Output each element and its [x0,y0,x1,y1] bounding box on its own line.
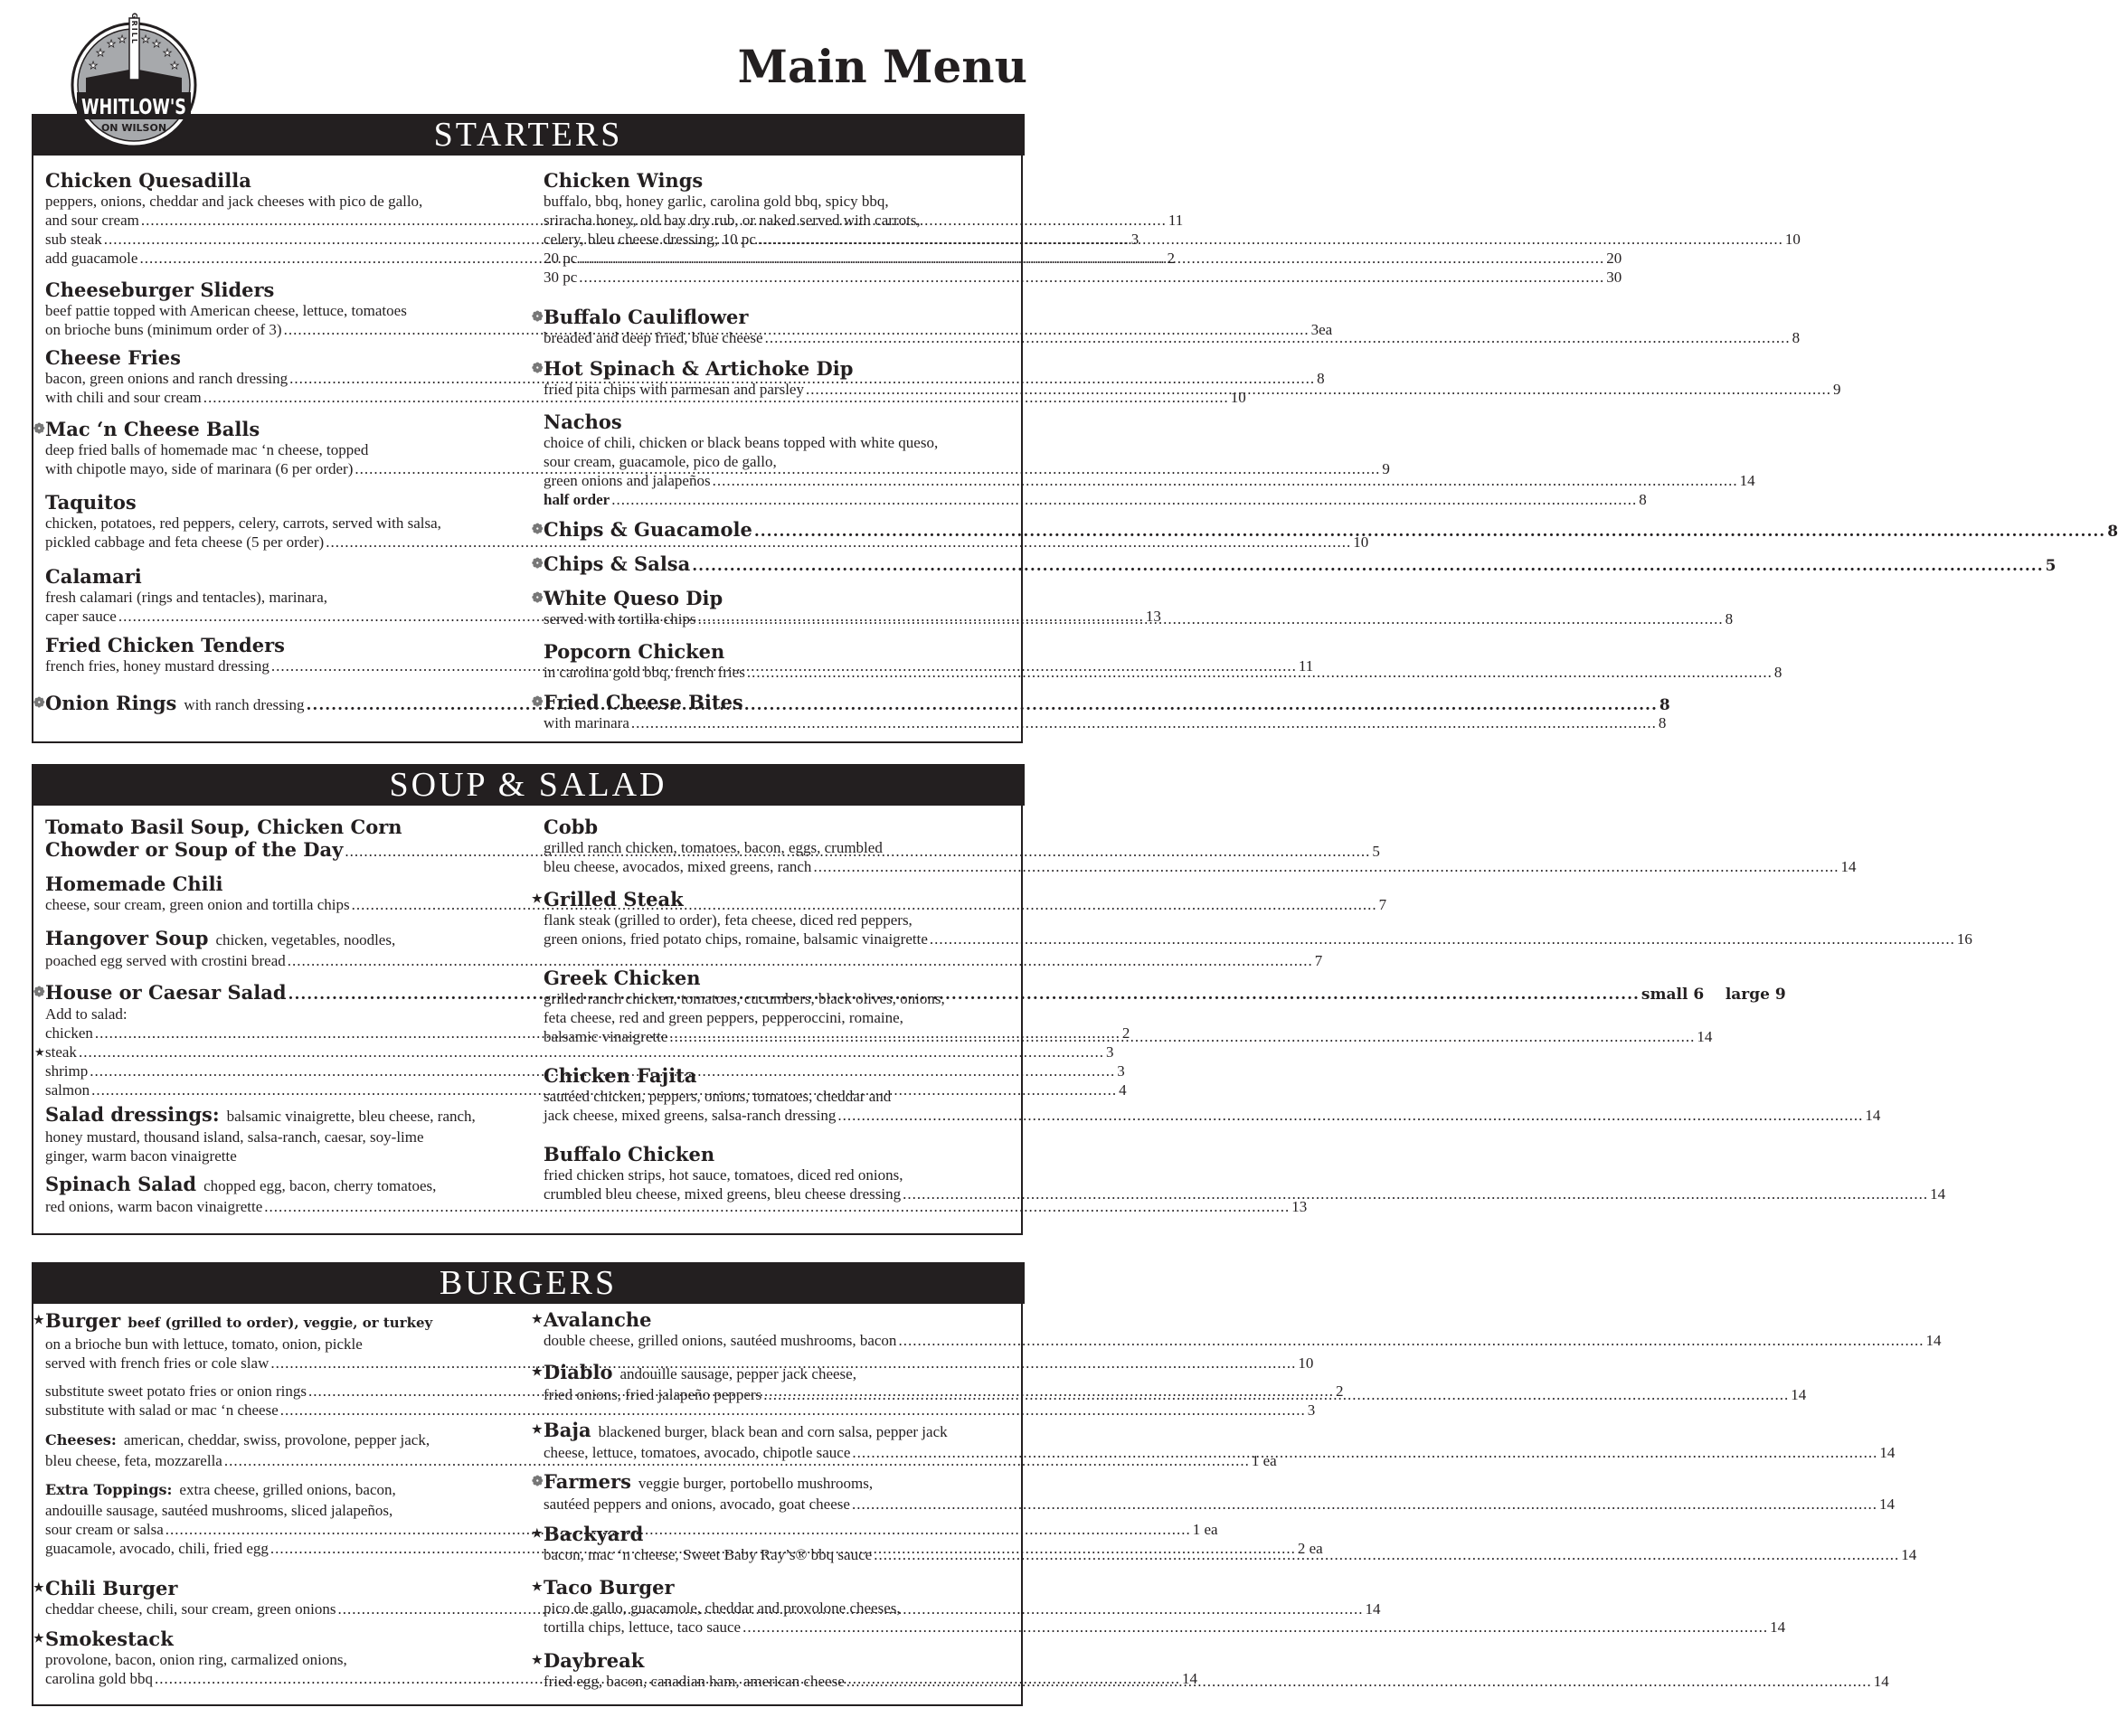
item-price: 8 [2107,523,2118,541]
item-price: 1 ea [1192,1521,1218,1538]
whitlows-logo [66,13,202,148]
item-line [544,1385,1807,1404]
item-line [45,1146,511,1165]
item-price: 16 [1956,930,1972,948]
item-price: 14 [1697,1028,1713,1045]
item-line [544,1618,1786,1637]
item-desc: fried chicken strips, hot sauce, tomatoes, diced red onions, [544,1166,903,1184]
item-desc: pico de gallo, guacamole, cheddar and provolone cheeses, [544,1599,901,1617]
item-desc: cheddar cheese, chili, sour cream, green onions [45,1600,336,1618]
item-price: 13 [1145,608,1161,625]
item-desc: fresh calamari (rings and tentacles), marinara, [45,589,327,606]
item-line [544,433,1009,452]
item-line [45,301,511,320]
item-price: 14 [1840,858,1857,875]
item-price: 8 [1725,610,1734,627]
dot-leader [930,929,1955,948]
item-name: Cobb [544,816,599,838]
item-price: 14 [1770,1618,1786,1636]
item-desc: bleu cheese, feta, mozzarella [45,1452,222,1469]
star-icon: ★ [33,1632,44,1646]
dot-leader [852,1495,1877,1514]
item-price: 8 [1659,696,1670,714]
flower-icon: ❁ [532,360,544,376]
item-desc: sour cream, guacamole, pico de gallo, [544,453,777,470]
item-name: Popcorn Chicken [544,640,725,663]
item-desc: 20 pc [544,250,578,267]
item-name: Mac ‘n Cheese Balls [45,418,260,440]
menu-item [532,1576,1786,1637]
item-price: 11 [1298,657,1314,675]
dot-leader [758,230,1783,249]
menu-item [544,967,1713,1046]
star-icon: ★ [532,1313,543,1326]
item-price: 14 [1925,1332,1942,1349]
item-inline-desc: beef (grilled to order), veggie, or turkey [128,1315,433,1331]
item-line [544,268,1622,287]
svg-text:★: ★ [152,39,161,50]
item-name: Chips & Salsa [544,552,691,575]
item-line [45,1335,511,1354]
flower-icon: ❁ [532,555,544,571]
item-inline-desc: blackened burger, black bean and corn salsa, pepper jack [598,1423,948,1440]
item-price: 11 [1168,212,1184,229]
item-desc: buffalo, bbq, honey garlic, carolina gold bbq, spicy bbq, [544,193,889,210]
item-price: 14 [1879,1444,1896,1461]
dot-leader [837,1106,1863,1125]
item-inline-desc: andouille sausage, pepper jack cheese, [619,1365,856,1382]
item-line [544,857,1857,876]
item-inline-desc: with ranch dressing [184,696,305,713]
item-line [544,1008,1009,1027]
item-desc: salmon [45,1081,90,1099]
item-name: Tomato Basil Soup, Chicken Corn [45,816,402,838]
flower-icon: ❁ [33,694,45,711]
item-line [544,713,1667,732]
dot-leader [852,1443,1877,1462]
section-header: SOUP & SALAD [32,764,1025,806]
item-desc: green onions, fried potato chips, romaine, balsamic vinaigrette [544,930,928,948]
item-desc: shrimp [45,1062,89,1080]
item-price: 3 [1307,1401,1316,1419]
star-icon: ★ [33,1314,44,1327]
item-desc: grilled ranch chicken, tomatoes, cucumbers, black olives, onions, [544,990,945,1007]
item-name-cont: Chowder or Soup of the Day [45,838,344,861]
item-inline-desc: american, cheddar, swiss, provolone, pepper jack, [123,1431,430,1448]
item-line [544,1331,1942,1350]
item-price: 14 [1365,1600,1381,1618]
svg-text:★: ★ [141,34,150,45]
item-desc: chicken, potatoes, red peppers, celery, carrots, served with salsa, [45,514,441,532]
item-price: 2 [1335,1382,1344,1400]
item-name: Hot Spinach & Artichoke Dip [544,357,854,380]
item-price: 14 [1739,472,1755,489]
dot-leader [692,557,2043,576]
item-name: Farmers [544,1470,631,1493]
item-desc: chicken [45,1024,93,1042]
flower-icon: ❁ [33,420,45,437]
flower-icon: ❁ [532,1473,544,1489]
menu-item [532,888,1972,948]
star-icon: ★ [532,1654,543,1667]
item-price: 13 [1291,1198,1308,1215]
item-desc: and sour cream [45,212,139,229]
item-name: Onion Rings [45,692,177,714]
item-desc: sub steak [45,231,102,248]
item-desc: substitute sweet potato fries or onion rings [45,1382,307,1400]
item-desc: poached egg served with crostini bread [45,952,286,969]
item-price: 10 [1230,389,1246,406]
flower-icon: ❁ [33,984,45,1000]
item-price: 5 [1372,843,1380,860]
item-desc: honey mustard, thousand island, salsa-ranch, caesar, soy-lime [45,1128,424,1146]
item-price: 10 [1784,231,1801,248]
item-line [544,490,1647,509]
menu-item [532,1470,1895,1514]
item-desc: steak [45,1043,77,1061]
svg-text:★: ★ [107,39,116,50]
item-desc: sour cream or salsa [45,1521,164,1538]
item-price: 7 [1378,896,1387,913]
item-price: 3 [1117,1062,1125,1080]
item-line [544,452,1009,471]
item-name: Backyard [544,1523,644,1545]
item-line [544,989,1009,1008]
item-line [45,588,511,607]
svg-text:★: ★ [89,61,98,71]
item-inline-desc: chicken, vegetables, noodles, [215,931,396,948]
item-name: Buffalo Cauliflower [544,306,749,328]
item-line [544,249,1622,268]
item-name: Hangover Soup [45,927,209,949]
item-desc: 30 pc [544,269,578,286]
dot-leader [742,1618,1768,1637]
svg-text:★: ★ [96,48,105,59]
item-price: 10 [1298,1354,1314,1372]
item-price: 2 [1167,250,1175,267]
dot-leader [579,268,1604,287]
item-desc: with chili and sour cream [45,389,202,406]
menu-item [45,1103,511,1165]
flower-icon: ❁ [532,590,544,606]
item-line [45,192,511,211]
menu-item [532,691,1667,732]
item-name: Baja [544,1419,591,1441]
item-line [544,1599,1009,1618]
item-desc: crumbled bleu cheese, mixed greens, bleu cheese dressing [544,1185,902,1203]
star-icon: ★ [532,892,543,906]
star-icon: ★ [34,1045,45,1059]
item-price: 14 [1181,1670,1197,1687]
dot-leader [754,523,2105,542]
item-name: Taquitos [45,491,137,514]
item-line [45,1127,511,1146]
menu-item [544,1064,1881,1125]
item-desc: sautéed peppers and onions, avocado, goat cheese [544,1495,850,1513]
dot-leader [898,1331,1924,1350]
item-name: Daybreak [544,1649,645,1672]
item-line [45,1401,1316,1420]
item-inline-desc: extra cheese, grilled onions, bacon, [179,1481,396,1498]
item-name: Extra Toppings: [45,1481,173,1498]
dot-leader [747,663,1773,682]
item-name: Chips & Guacamole [544,518,752,541]
menu-item [532,1308,1942,1350]
item-name: Chili Burger [45,1577,178,1599]
item-desc: add guacamole [45,250,138,267]
menu-item [544,410,1755,509]
item-desc: cheese, sour cream, green onion and tortilla chips [45,896,350,913]
item-desc: balsamic vinaigrette [544,1028,668,1045]
item-name: Smokestack [45,1628,174,1650]
item-desc: red onions, warm bacon vinaigrette [45,1198,263,1215]
item-desc: peppers, onions, cheddar and jack cheeses with pico de gallo, [45,193,423,210]
flower-icon: ❁ [532,521,544,537]
star-icon: ★ [532,1365,543,1379]
logo-name: WHITLOW'S [81,96,186,119]
item-desc: grilled ranch chicken, tomatoes, bacon, eggs, crumbled [544,839,883,856]
item-line [45,533,1369,552]
star-icon: ★ [33,1581,44,1595]
item-name: Buffalo Chicken [544,1143,715,1165]
logo-subtitle: ON WILSON [100,122,167,134]
item-name: Cheeseburger Sliders [45,278,275,301]
item-desc: substitute with salad or mac ‘n cheese [45,1401,279,1419]
item-price: 10 [1353,533,1369,551]
page-title: Main Menu [737,40,1027,93]
item-desc: cheese, lettuce, tomatoes, avocado, chipotle sauce [544,1444,851,1461]
item-desc: carolina gold bbq [45,1670,153,1687]
item-name: Greek Chicken [544,967,701,989]
logo-vertical-text: GRILL [130,13,138,45]
star-icon: ★ [532,1527,543,1541]
item-desc: green onions and jalapeños [544,472,711,489]
item-price: 9 [1832,381,1841,398]
item-desc: bacon, mac ‘n cheese, Sweet Baby Ray’s® bbq sauce [544,1546,873,1563]
item-price: 7 [1314,952,1323,969]
item-price: 14 [1865,1107,1881,1124]
dot-leader [698,609,1724,628]
dot-leader [631,713,1657,732]
flower-icon: ❁ [532,308,544,325]
item-line [544,838,1009,857]
item-desc: served with tortilla chips [544,610,696,627]
item-name: Spinach Salad [45,1173,197,1195]
item-price: 8 [1773,664,1782,681]
item-desc: fried onions, fried jalapeño peppers [544,1386,762,1403]
item-line [45,1005,511,1024]
menu-item [532,1649,1889,1691]
item-desc: caper sauce [45,608,117,625]
item-line [544,1087,1009,1106]
item-name: Diablo [544,1361,613,1383]
item-desc: fried pita chips with parmesan and parsley [544,381,804,398]
item-price: 9 [1382,460,1390,477]
item-line [544,211,1009,230]
item-line [544,1165,1009,1184]
dot-leader [903,1184,1928,1203]
dot-leader [846,1672,1872,1691]
item-desc: Add to salad: [45,1005,128,1023]
item-name: Burger [45,1309,121,1332]
item-desc: bleu cheese, avocados, mixed greens, ranch [544,858,812,875]
item-line [544,1027,1713,1046]
item-price: 30 [1606,269,1622,286]
section-header: STARTERS [32,114,1025,156]
item-name: Cheeses: [45,1431,117,1448]
item-price: 3 [1105,1043,1114,1061]
item-price: 14 [1901,1546,1917,1563]
item-price: 14 [1873,1673,1889,1690]
item-line [544,1672,1889,1691]
item-name: Grilled Steak [544,888,684,910]
dot-leader [765,328,1791,347]
item-inline-desc: balsamic vinaigrette, bleu cheese, ranch, [226,1108,476,1125]
item-desc: pickled cabbage and feta cheese (5 per order) [45,533,325,551]
item-name: Calamari [45,565,142,588]
item-line [45,1650,511,1669]
star-icon: ★ [532,1423,543,1437]
item-price: 8 [1317,370,1325,387]
dot-leader [763,1385,1789,1404]
item-desc: served with french fries or cole slaw [45,1354,269,1372]
item-price: 20 [1606,250,1622,267]
item-name: Fried Cheese Bites [544,691,743,713]
item-desc: celery, bleu cheese dressing; 10 pc [544,231,756,248]
item-line [544,230,1801,249]
dot-leader [713,471,1738,490]
item-desc: french fries, honey mustard dressing [45,657,269,675]
item-name: Homemade Chili [45,873,223,895]
item-name: Fried Chicken Tenders [45,634,285,656]
item-desc: breaded and deep fried, blue cheese [544,329,763,346]
item-name: Cheese Fries [45,346,181,369]
item-name: Avalanche [544,1308,652,1331]
item-line [544,1106,1881,1125]
item-desc: beef pattie topped with American cheese, lettuce, tomatoes [45,302,407,319]
item-line [45,1197,1308,1216]
item-price: small 6 large 9 [1641,986,1786,1004]
item-price: 3ea [1310,321,1333,338]
item-line [544,929,1972,948]
item-line [45,369,1325,388]
section-header: BURGERS [32,1262,1025,1304]
menu-item [532,552,2057,576]
dot-leader [669,1027,1695,1046]
menu-item [544,1143,1946,1203]
item-desc: tortilla chips, lettuce, taco sauce [544,1618,742,1636]
item-desc: andouille sausage, sautéed mushrooms, sliced jalapeños, [45,1502,393,1519]
item-line [45,1501,511,1520]
item-price: 8 [1658,714,1667,731]
item-line [544,1184,1946,1203]
dot-leader [874,1545,1899,1564]
item-inline-desc: veggie burger, portobello mushrooms, [638,1475,874,1492]
item-price: 2 ea [1297,1540,1323,1557]
item-desc: half order [544,491,610,508]
svg-text:★: ★ [170,61,179,71]
item-inline-desc: chopped egg, bacon, cherry tomatoes, [203,1177,437,1194]
item-desc: deep fried balls of homemade mac ‘n cheese, topped [45,441,369,458]
item-desc: guacamole, avocado, chili, fried egg [45,1540,269,1557]
item-name: Chicken Fajita [544,1064,697,1087]
item-name: Salad dressings: [45,1103,220,1126]
item-line [544,192,1009,211]
item-desc: bacon, green onions and ranch dressing [45,370,288,387]
item-line [544,1495,1895,1514]
item-line [34,1043,1114,1061]
item-name: Nachos [544,410,622,433]
item-line [45,440,511,459]
item-price: 14 [1878,1495,1895,1513]
item-name: White Queso Dip [544,587,723,609]
item-desc: in carolina gold bbq, french fries [544,664,745,681]
item-desc: fried egg, bacon, canadian ham, american cheese [544,1673,845,1690]
item-desc: ginger, warm bacon vinaigrette [45,1147,237,1165]
item-line [45,951,1323,970]
dot-leader [579,249,1604,268]
item-price: 5 [2045,557,2057,575]
item-name: Chicken Quesadilla [45,169,251,192]
item-desc: feta cheese, red and green peppers, pepperoccini, romaine, [544,1009,903,1026]
menu-item [544,816,1857,876]
item-name: Taco Burger [544,1576,675,1599]
item-line [544,471,1755,490]
item-price: 14 [1930,1185,1946,1203]
item-price: 2 [1121,1024,1130,1042]
item-line [544,910,1009,929]
item-desc: jack cheese, mixed greens, salsa-ranch dressing [544,1107,837,1124]
item-desc: on brioche buns (minimum order of 3) [45,321,282,338]
item-desc: provolone, bacon, onion ring, carmalized onions, [45,1651,347,1668]
svg-text:★: ★ [118,34,127,45]
flower-icon: ❁ [532,693,544,710]
item-name: House or Caesar Salad [45,981,287,1004]
item-price: 3 [1130,231,1139,248]
item-name: Chicken Wings [544,169,704,192]
item-desc: sautéed chicken, peppers, onions, tomatoes, cheddar and [544,1088,892,1105]
star-icon: ★ [532,1580,543,1594]
item-price: 14 [1791,1386,1807,1403]
item-desc: flank steak (grilled to order), feta cheese, diced red peppers, [544,911,912,929]
item-desc: with marinara [544,714,629,731]
item-desc: with chipotle mayo, side of marinara (6 per order) [45,460,354,477]
item-desc: double cheese, grilled onions, sautéed mushrooms, bacon [544,1332,897,1349]
item-desc: choice of chili, chicken or black beans topped with white queso, [544,434,939,451]
item-desc: on a brioche bun with lettuce, tomato, onion, pickle [45,1335,363,1353]
svg-text:★: ★ [163,48,172,59]
item-price: 8 [1639,491,1647,508]
dot-leader [813,857,1839,876]
item-price: 8 [1792,329,1801,346]
item-price: 1 ea [1251,1452,1277,1469]
item-desc: sriracha honey, old bay dry rub, or naked served with carrots, [544,212,921,229]
item-price: 4 [1119,1081,1127,1099]
dot-leader [806,380,1831,399]
item-line [45,514,511,533]
dot-leader [611,490,1637,509]
